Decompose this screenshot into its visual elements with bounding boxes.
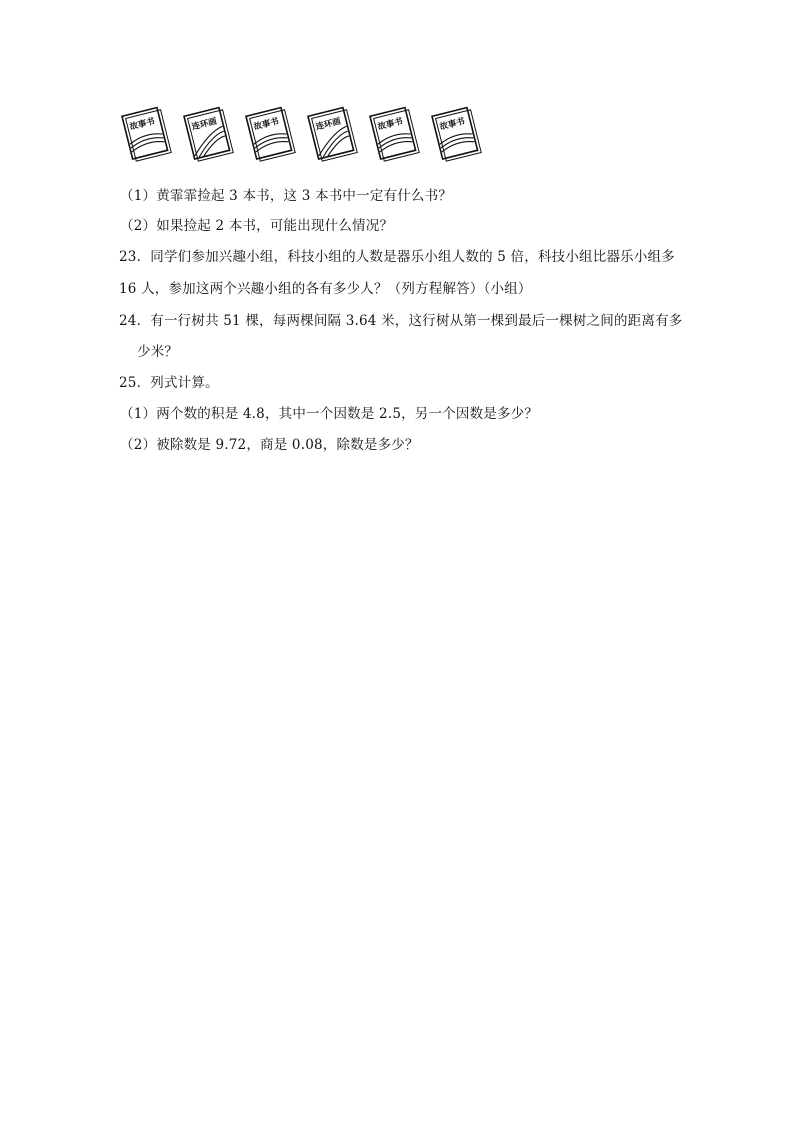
book-label: 故事书 [438,116,466,133]
question-22-part-1: （1）黄霏霏捡起 3 本书，这 3 本书中一定有什么书？ [120,188,453,204]
book-svg [118,104,174,164]
question-23-line-2: 16 人，参加这两个兴趣小组的各有多少人？（列方程解答）（小组） [119,281,532,297]
book-icon-5 [366,104,422,164]
book-svg [304,104,360,164]
book-svg [366,104,422,164]
book-svg [180,104,236,164]
book-svg [428,104,484,164]
book-icon-1 [118,104,174,164]
question-25-part-1: （1）两个数的积是 4.8，其中一个因数是 2.5，另一个因数是多少？ [120,406,539,422]
book-icon-2 [180,104,236,164]
book-icon-4 [304,104,360,164]
question-25-part-2: （2）被除数是 9.72，商是 0.08，除数是多少？ [120,437,419,453]
book-icon-6 [428,104,484,164]
book-icon-3 [242,104,298,164]
book-svg [242,104,298,164]
question-23-line-1: 23．同学们参加兴趣小组，科技小组的人数是器乐小组人数的 5 倍，科技小组比器乐小组多 [119,249,675,265]
question-24-line-2: 少米？ [137,344,179,360]
question-22-part-2: （2）如果捡起 2 本书，可能出现什么情况？ [120,218,394,234]
book-label: 故事书 [252,116,280,133]
question-25-heading: 25．列式计算。 [119,375,219,391]
book-label: 故事书 [128,116,156,133]
book-label: 连环画 [190,116,218,133]
question-24-line-1: 24．有一行树共 51 棵，每两棵间隔 3.64 米，这行树从第一棵到最后一棵树之间的距离有多 [119,313,683,329]
book-label: 故事书 [376,116,404,133]
book-illustration [118,104,498,166]
book-label: 连环画 [314,116,342,133]
